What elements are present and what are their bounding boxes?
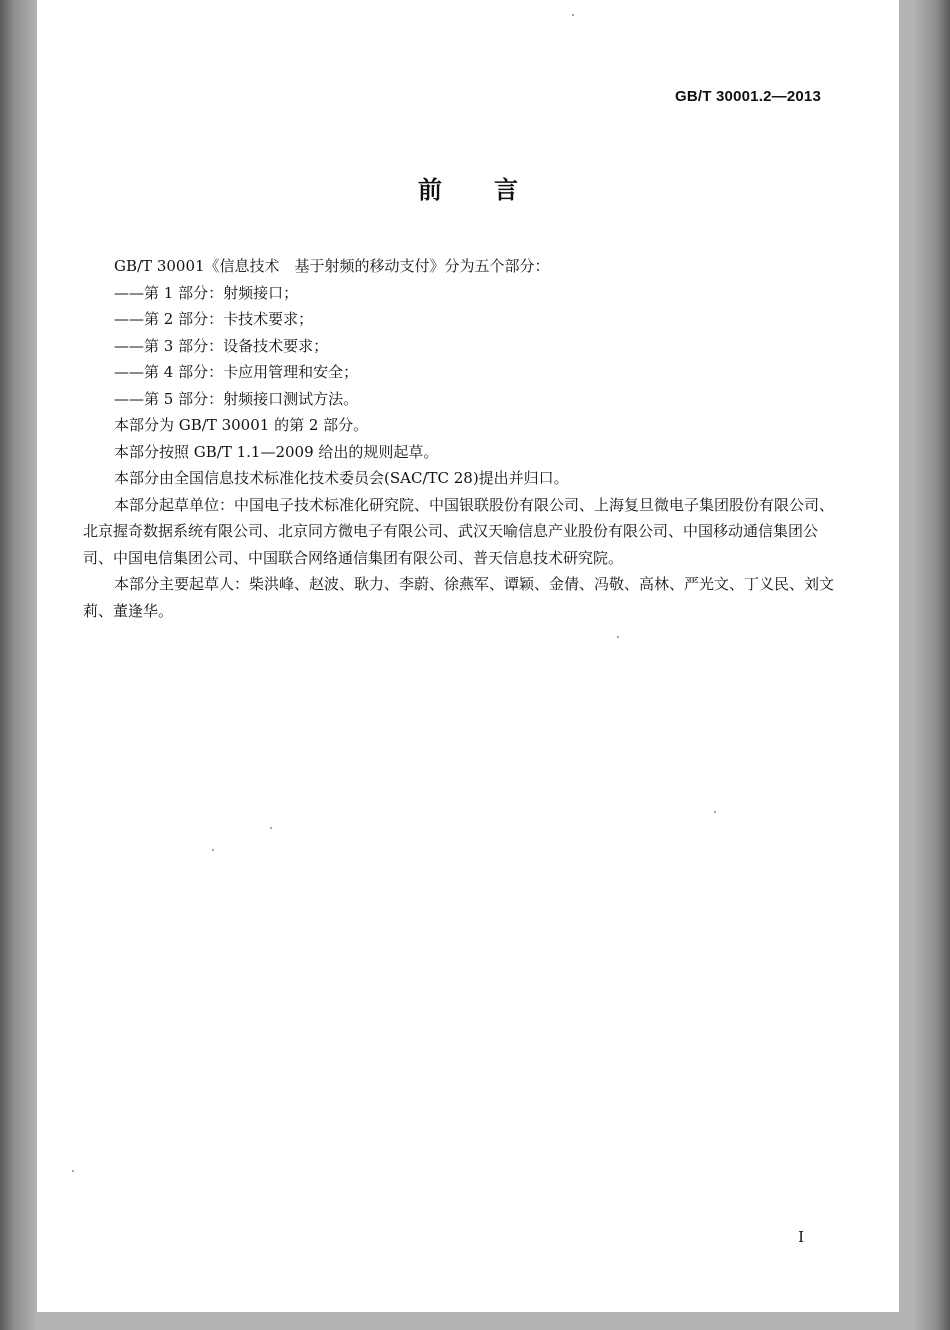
paragraph-intro: GB/T 30001《信息技术 基于射频的移动支付》分为五个部分：	[114, 257, 550, 275]
list-item-part-2: ——第 2 部分：卡技术要求；	[114, 310, 314, 328]
foreword-body	[83, 253, 835, 624]
scan-speck	[572, 14, 574, 16]
scan-speck	[617, 636, 619, 638]
list-item-part-3: ——第 3 部分：设备技术要求；	[114, 336, 329, 355]
paragraph-part-statement: 本部分为 GB/T 30001 的第 2 部分。	[114, 416, 369, 434]
scan-speck	[72, 1170, 74, 1172]
document-page	[37, 0, 899, 1312]
scan-speck	[212, 849, 214, 851]
paragraph-drafters: 本部分主要起草人：柴洪峰、赵波、耿力、李蔚、徐燕军、谭颖、金倩、冯敬、高林、严光文、丁义民、刘文莉、董逢华。	[83, 575, 835, 620]
standard-number: GB/T 30001.2—2013	[675, 88, 821, 105]
page-title: 前言	[418, 176, 570, 204]
list-item-part-1: ——第 1 部分：射频接口；	[114, 283, 299, 302]
paragraph-drafting-rules: 本部分按照 GB/T 1.1—2009 给出的规则起草。	[114, 442, 439, 461]
paragraph-proposed-by: 本部分由全国信息技术标准化技术委员会(SAC/TC 28)提出并归口。	[114, 469, 569, 487]
paragraph-drafting-units: 本部分起草单位：中国电子技术标准化研究院、中国银联股份有限公司、上海复旦微电子集团股份有限公司、北京握奇数据系统有限公司、北京同方微电子有限公司、武汉天喻信息产业股份有限公司、中国移动通信集团公司、中国电信集团公司、中国联合网络通信集团有限公司、普天信息技术研究院。	[83, 495, 835, 567]
scan-speck	[270, 827, 272, 829]
scan-speck	[714, 811, 716, 813]
list-item-part-5: ——第 5 部分：射频接口测试方法。	[114, 389, 359, 408]
page-number: I	[798, 1228, 804, 1246]
list-item-part-4: ——第 4 部分：卡应用管理和安全；	[114, 363, 359, 381]
